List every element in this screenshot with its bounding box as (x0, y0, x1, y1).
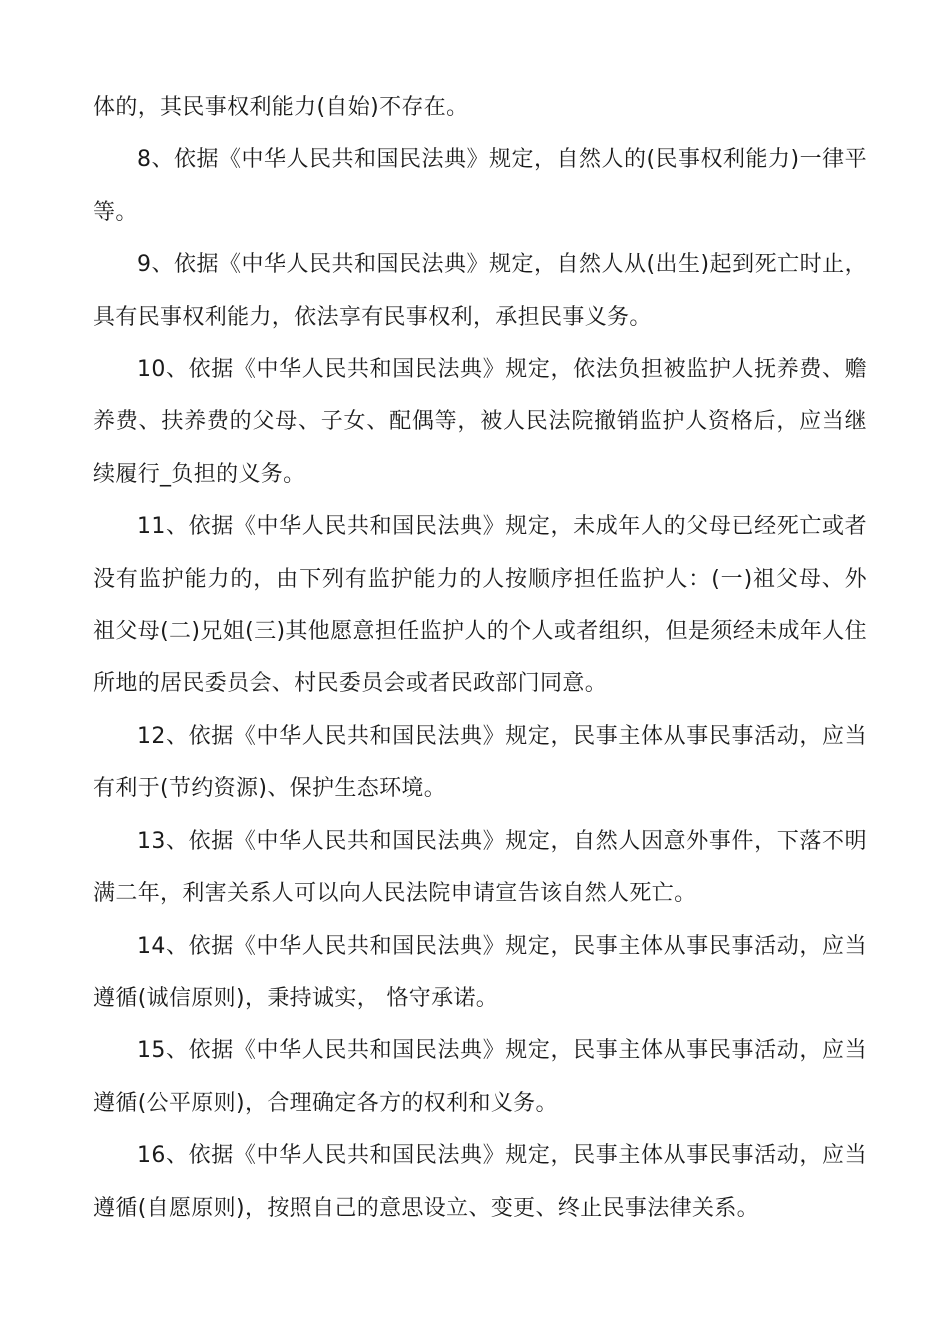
paragraph-14: 14、依据《中华人民共和国民法典》规定，民事主体从事民事活动，应当遵循(诚信原则)，秉持诚实， 恪守承诺。 (93, 933, 867, 1011)
paragraph-9: 9、依据《中华人民共和国民法典》规定，自然人从(出生)起到死亡时止，具有民事权利能力，依法享有民事权利，承担民事义务。 (93, 252, 867, 330)
paragraph-8: 8、依据《中华人民共和国民法典》规定，自然人的(民事权利能力)一律平等。 (93, 147, 867, 225)
paragraph-7-continuation: 体的，其民事权利能力(自始)不存在。 (93, 95, 469, 120)
paragraph-13: 13、依据《中华人民共和国民法典》规定，自然人因意外事件，下落不明满二年，利害关系人可以向人民法院申请宣告该自然人死亡。 (93, 828, 867, 907)
paragraph-15: 15、依据《中华人民共和国民法典》规定，民事主体从事民事活动，应当遵循(公平原则)，合理确定各方的权利和义务。 (93, 1038, 867, 1116)
document-page (93, 82, 867, 1235)
paragraph-11: 11、依据《中华人民共和国民法典》规定，未成年人的父母已经死亡或者没有监护能力的，由下列有监护能力的人按顺序担任监护人：(一)祖父母、外祖父母(二)兄姐(三)其他愿意担任监护人的个人或者组织，但是须经未成年人住所地的居民委员会、村民委员会或者民政部门同意。 (93, 514, 867, 697)
paragraph-10: 10、依据《中华人民共和国民法典》规定，依法负担被监护人抚养费、赡养费、扶养费的父母、子女、配偶等，被人民法院撤销监护人资格后，应当继续履行_负担的义务。 (93, 357, 867, 487)
paragraph-12: 12、依据《中华人民共和国民法典》规定，民事主体从事民事活动，应当有利于(节约资源)、保护生态环境。 (93, 723, 867, 802)
paragraph-16: 16、依据《中华人民共和国民法典》规定，民事主体从事民事活动，应当遵循(自愿原则)，按照自己的意思设立、变更、终止民事法律关系。 (93, 1143, 867, 1221)
